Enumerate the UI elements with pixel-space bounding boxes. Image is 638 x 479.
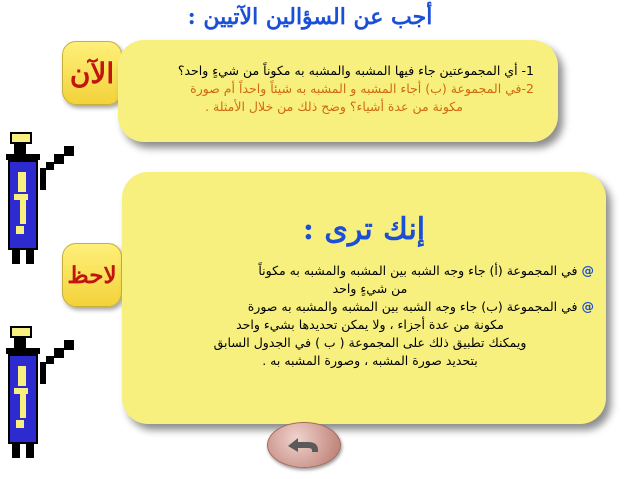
questions-card xyxy=(118,40,558,142)
answer-card xyxy=(122,172,606,424)
tab-now-label: الآن xyxy=(69,56,115,90)
bullet-icon: @ xyxy=(581,263,594,278)
back-arrow-icon xyxy=(284,432,324,458)
back-button[interactable] xyxy=(267,422,341,468)
answer-item-1 xyxy=(146,262,594,280)
question-2: 2-في المجموعة (ب) أجاء المشبه و المشبه به شيئاً واحداً أم صورة xyxy=(190,81,534,96)
answer-item-2 xyxy=(146,298,594,316)
pixel-character-icon xyxy=(0,322,76,472)
bullet-icon: @ xyxy=(581,299,594,314)
page-heading: أجب عن السؤالين الآتيين : xyxy=(187,4,433,30)
answer-item-1-text: في المجموعة (أ) جاء وجه الشبه بين المشبه والمشبه به مكوناً xyxy=(258,263,578,278)
question-2-continued: مكونة من عدة أشياء؟ وضح ذلك من خلال الأمثلة . xyxy=(205,99,463,114)
answer-item-2-continued: مكونة من عدة أجزاء ، ولا يمكن تحديدها بشيء واحد xyxy=(236,317,504,332)
answer-apply-line-1: ويمكنك تطبيق ذلك على المجموعة ( ب ) في الجدول السابق xyxy=(213,335,527,350)
tab-note-label: لاحظ xyxy=(67,261,117,289)
answer-item-1-continued: من شيءٍ واحد xyxy=(332,281,408,296)
pixel-character-icon xyxy=(0,128,76,278)
question-1: 1- أي المجموعتين جاء فيها المشبه والمشبه به مكوناً من شيءٍ واحد؟ xyxy=(177,63,534,78)
answer-apply-line-2: بتحديد صورة المشبه ، وصورة المشبه به . xyxy=(262,353,478,368)
tab-now[interactable] xyxy=(62,41,122,105)
answer-title: إنك ترى : xyxy=(302,212,426,247)
answer-item-2-text: في المجموعة (ب) جاء وجه الشبه بين المشبه والمشبه به صورة xyxy=(247,299,578,314)
